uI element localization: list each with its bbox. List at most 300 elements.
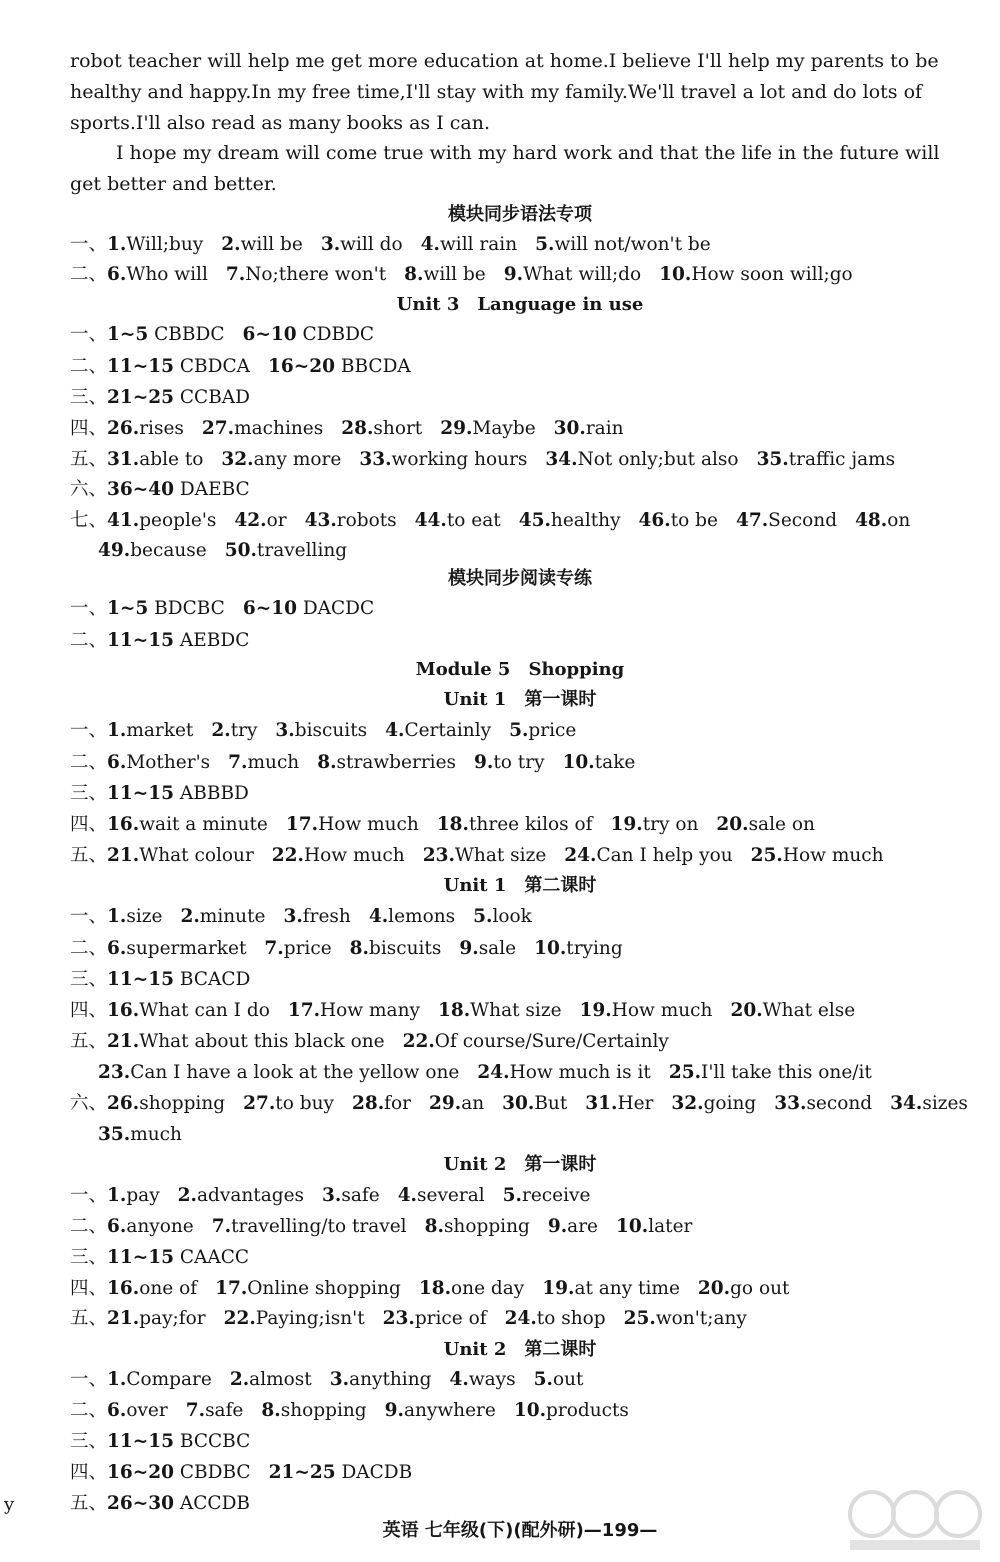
answer-item xyxy=(186,1400,244,1421)
answer-item xyxy=(215,1278,401,1299)
answer-number: 6. xyxy=(107,264,127,285)
answer-row xyxy=(70,628,990,654)
answer-number: 23. xyxy=(382,1308,415,1329)
answer-number: 28. xyxy=(351,1093,385,1114)
answer-row xyxy=(70,262,990,288)
answer-text: travelling/to travel xyxy=(231,1216,407,1237)
answer-text: at any time xyxy=(574,1278,680,1299)
answer-text: price xyxy=(528,720,577,741)
answer-text: price xyxy=(283,938,332,959)
section-heading: 模块同步阅读专练 xyxy=(448,568,592,589)
row-prefix: 一、 xyxy=(70,1185,108,1206)
answer-text: will be xyxy=(423,264,486,285)
answer-number: 21. xyxy=(107,1031,140,1052)
answer-text: Not only;but also xyxy=(577,449,739,470)
answer-item xyxy=(473,906,532,927)
answer-item xyxy=(611,814,699,835)
row-prefix: 二、 xyxy=(70,752,108,773)
answer-number: 21. xyxy=(107,1308,140,1329)
answer-number: 50. xyxy=(224,540,257,561)
row-prefix: 五、 xyxy=(70,449,108,470)
answer-item xyxy=(350,938,442,959)
row-prefix: 六、 xyxy=(70,479,108,500)
answer-text: price of xyxy=(414,1308,487,1329)
answer-row xyxy=(70,998,990,1024)
answer-text: will do xyxy=(340,234,403,255)
answer-number: 33. xyxy=(359,449,392,470)
answer-item xyxy=(212,1216,407,1237)
answer-item xyxy=(107,1400,168,1421)
answer-number: 3. xyxy=(329,1369,350,1390)
answer-text: Maybe xyxy=(472,418,536,439)
answer-number: 18. xyxy=(418,1278,452,1299)
answer-text: DAEBC xyxy=(174,479,250,500)
answer-number: 4. xyxy=(449,1369,469,1390)
answer-number: 17. xyxy=(287,1000,321,1021)
answer-item xyxy=(221,234,303,255)
answer-number: 34. xyxy=(545,449,578,470)
answer-item xyxy=(321,234,403,255)
answer-item xyxy=(107,1216,194,1237)
answer-item xyxy=(269,1462,413,1483)
answer-number: 20. xyxy=(730,1000,763,1021)
answer-number: 1~5 xyxy=(107,324,149,345)
row-prefix: 四、 xyxy=(70,814,108,835)
answer-number: 46. xyxy=(638,510,671,531)
answer-text: CCBAD xyxy=(174,387,250,408)
answer-number: 5. xyxy=(473,906,493,927)
answer-text: over xyxy=(126,1400,168,1421)
answer-text: advantages xyxy=(197,1185,305,1206)
answer-item xyxy=(107,938,246,959)
answer-row xyxy=(70,232,990,258)
answer-number: 2. xyxy=(229,1369,250,1390)
answer-text: How much xyxy=(611,1000,713,1021)
answer-item xyxy=(429,1093,484,1114)
answer-text: shopping xyxy=(280,1400,367,1421)
answer-item xyxy=(580,1000,713,1021)
answer-item xyxy=(107,845,254,866)
answer-text: second xyxy=(806,1093,873,1114)
row-prefix: 一、 xyxy=(70,1369,108,1390)
answer-text: because xyxy=(130,540,207,561)
answer-item xyxy=(425,1216,530,1237)
answer-text: sale xyxy=(478,938,517,959)
answer-item xyxy=(341,418,422,439)
answer-number: 8. xyxy=(349,938,369,959)
answer-text: lemons xyxy=(388,906,456,927)
answer-item xyxy=(107,324,224,345)
answer-text: people's xyxy=(139,510,217,531)
page-footer: 英语 七年级(下)(配外研)—199— xyxy=(382,1520,658,1541)
answer-text: to shop xyxy=(536,1308,606,1329)
section-heading: 模块同步语法专项 xyxy=(448,204,592,225)
answer-item xyxy=(98,1124,182,1145)
answer-text: Can I have a look at the yellow one xyxy=(130,1062,460,1083)
answer-number: 16. xyxy=(107,814,140,835)
answer-text: rain xyxy=(585,418,624,439)
answer-item xyxy=(107,1185,160,1206)
answer-item xyxy=(671,1093,756,1114)
answer-item xyxy=(107,510,216,531)
answer-number: 9. xyxy=(547,1216,568,1237)
answer-row xyxy=(70,1306,990,1332)
answer-text: much xyxy=(130,1124,182,1145)
answer-text: shopping xyxy=(139,1093,226,1114)
answer-item xyxy=(404,264,486,285)
answer-text: sale on xyxy=(748,814,815,835)
answer-text: What can I do xyxy=(139,1000,270,1021)
answer-text: BCCBC xyxy=(174,1431,251,1452)
answer-text: to try xyxy=(493,752,545,773)
answer-text: How many xyxy=(320,1000,420,1021)
row-prefix: 四、 xyxy=(70,1462,108,1483)
row-prefix: 五、 xyxy=(70,1308,108,1329)
answer-item xyxy=(449,1369,515,1390)
answer-row xyxy=(70,1183,990,1209)
answer-text: pay xyxy=(126,1185,160,1206)
row-prefix: 四、 xyxy=(70,418,108,439)
answer-number: 26. xyxy=(107,418,140,439)
answer-item xyxy=(107,356,250,377)
answer-row xyxy=(70,1276,990,1302)
answer-number: 10. xyxy=(513,1400,547,1421)
answer-number: 7. xyxy=(185,1400,206,1421)
margin-mark: y xyxy=(4,1494,15,1515)
answer-number: 6. xyxy=(107,1400,127,1421)
answer-number: 16. xyxy=(107,1000,140,1021)
answer-row xyxy=(70,1214,990,1240)
answer-text: rises xyxy=(139,418,184,439)
answer-item xyxy=(502,1093,567,1114)
answer-number: 3. xyxy=(322,1185,342,1206)
answer-number: 1. xyxy=(107,234,127,255)
answer-number: 3. xyxy=(283,906,303,927)
answer-item xyxy=(855,510,910,531)
answer-number: 31. xyxy=(585,1093,618,1114)
answer-number: 9. xyxy=(503,264,524,285)
answer-number: 1. xyxy=(107,720,127,741)
answer-text: to buy xyxy=(275,1093,334,1114)
answer-number: 23. xyxy=(98,1062,131,1083)
answer-row xyxy=(98,1122,1000,1148)
answer-text: Of course/Sure/Certainly xyxy=(434,1031,669,1052)
section-heading: Module 5 Shopping xyxy=(415,659,625,680)
answer-number: 10. xyxy=(659,264,692,285)
answer-text: working hours xyxy=(391,449,528,470)
row-prefix: 一、 xyxy=(70,234,108,255)
answer-text: pay;for xyxy=(139,1308,206,1329)
answer-text: CBDCA xyxy=(174,356,250,377)
answer-item xyxy=(459,938,516,959)
answer-text: later xyxy=(648,1216,693,1237)
answer-number: 19. xyxy=(579,1000,612,1021)
answer-item xyxy=(542,1278,680,1299)
answer-number: 7. xyxy=(225,264,246,285)
answer-row xyxy=(70,1091,990,1117)
answer-number: 24. xyxy=(564,845,597,866)
answer-item xyxy=(107,264,208,285)
answer-item xyxy=(243,598,374,619)
answer-row xyxy=(70,1029,990,1055)
answer-row xyxy=(70,385,990,411)
answer-text: look xyxy=(492,906,532,927)
answer-item xyxy=(243,1093,334,1114)
answer-text: going xyxy=(703,1093,757,1114)
answer-item xyxy=(534,938,623,959)
answer-number: 48. xyxy=(855,510,888,531)
answer-text: anywhere xyxy=(403,1400,496,1421)
answer-number: 3. xyxy=(320,234,341,255)
answer-row xyxy=(70,1398,990,1424)
answer-number: 16~20 xyxy=(107,1462,175,1483)
answer-text: almost xyxy=(249,1369,312,1390)
answer-item xyxy=(419,1278,524,1299)
answer-text: shopping xyxy=(443,1216,530,1237)
answer-number: 20. xyxy=(716,814,749,835)
row-prefix: 三、 xyxy=(70,1431,108,1452)
answer-item xyxy=(242,324,374,345)
answer-item xyxy=(286,814,419,835)
row-prefix: 三、 xyxy=(70,1247,108,1268)
answer-text: safe xyxy=(205,1400,244,1421)
answer-text: wait a minute xyxy=(139,814,268,835)
row-prefix: 五、 xyxy=(70,845,108,866)
answer-item xyxy=(563,752,636,773)
answer-text: Her xyxy=(617,1093,654,1114)
answer-row xyxy=(70,1245,990,1271)
answer-row xyxy=(70,781,990,807)
answer-text: market xyxy=(126,720,194,741)
answer-text: minute xyxy=(199,906,266,927)
answer-number: 27. xyxy=(243,1093,276,1114)
answer-row xyxy=(70,354,990,380)
answer-text: What colour xyxy=(139,845,254,866)
answer-number: 5. xyxy=(533,1369,553,1390)
answer-number: 32. xyxy=(671,1093,704,1114)
answer-text: DACDC xyxy=(296,598,375,619)
answer-item xyxy=(514,1400,629,1421)
answer-text: Mother's xyxy=(126,752,211,773)
answer-number: 20. xyxy=(697,1278,731,1299)
row-prefix: 五、 xyxy=(70,1031,108,1052)
answer-number: 6. xyxy=(107,752,127,773)
answer-item xyxy=(107,1247,249,1268)
answer-text: anyone xyxy=(126,1216,194,1237)
row-prefix: 二、 xyxy=(70,1400,108,1421)
row-prefix: 四、 xyxy=(70,1000,108,1021)
answer-text: What will;do xyxy=(523,264,642,285)
section-heading: Unit 1 第二课时 xyxy=(443,875,597,896)
answer-number: 30. xyxy=(502,1093,535,1114)
answer-row xyxy=(70,1367,990,1393)
answer-item xyxy=(474,752,545,773)
answer-row xyxy=(70,750,990,776)
answer-item xyxy=(509,720,576,741)
answer-item xyxy=(330,1369,432,1390)
answer-row xyxy=(70,447,990,473)
answer-number: 29. xyxy=(429,1093,462,1114)
answer-text: traffic jams xyxy=(788,449,896,470)
answer-number: 31. xyxy=(107,449,140,470)
answer-text: Second xyxy=(768,510,838,531)
answer-item xyxy=(504,264,641,285)
row-prefix: 三、 xyxy=(70,783,108,804)
answer-number: 2. xyxy=(221,234,241,255)
answer-text: CAACC xyxy=(174,1247,250,1268)
answer-text: able to xyxy=(139,449,204,470)
answer-item xyxy=(107,449,203,470)
answer-item xyxy=(415,510,501,531)
answer-item xyxy=(438,1000,562,1021)
answer-text: How much xyxy=(782,845,884,866)
answer-text: Compare xyxy=(126,1369,212,1390)
answer-text: CDBDC xyxy=(296,324,375,345)
answer-item xyxy=(477,1062,650,1083)
answer-item xyxy=(261,1400,366,1421)
answer-text: strawberries xyxy=(336,752,457,773)
answer-number: 7. xyxy=(211,1216,232,1237)
answer-text: short xyxy=(373,418,423,439)
answer-text: Online shopping xyxy=(247,1278,401,1299)
row-prefix: 一、 xyxy=(70,720,108,741)
answer-text: I'll take this one/it xyxy=(701,1062,872,1083)
answer-text: one of xyxy=(139,1278,198,1299)
answer-number: 5. xyxy=(535,234,555,255)
answer-number: 5. xyxy=(502,1185,522,1206)
answer-item xyxy=(398,1185,485,1206)
answer-item xyxy=(283,906,350,927)
answer-text: to eat xyxy=(446,510,501,531)
answer-item xyxy=(264,938,331,959)
answer-item xyxy=(669,1062,872,1083)
answer-number: 6. xyxy=(107,1216,127,1237)
answer-text: How much xyxy=(318,814,419,835)
answer-item xyxy=(107,418,184,439)
answer-item xyxy=(107,814,268,835)
answer-row xyxy=(70,1429,990,1455)
answer-item xyxy=(107,1493,250,1514)
answer-number: 21~25 xyxy=(268,1462,336,1483)
answer-item xyxy=(352,1093,411,1114)
answer-text: or xyxy=(266,510,287,531)
answer-number: 35. xyxy=(756,449,789,470)
answer-row xyxy=(70,477,990,503)
answer-number: 1~5 xyxy=(107,598,149,619)
answer-item xyxy=(107,969,250,990)
answer-number: 11~15 xyxy=(107,1431,175,1452)
answer-item xyxy=(107,783,249,804)
answer-item xyxy=(268,356,411,377)
answer-text: ABBBD xyxy=(174,783,249,804)
answer-text: travelling xyxy=(256,540,348,561)
answer-text: DACDB xyxy=(335,1462,413,1483)
answer-number: 25. xyxy=(623,1308,656,1329)
row-prefix: 二、 xyxy=(70,356,108,377)
answer-number: 26~30 xyxy=(107,1493,175,1514)
answer-item xyxy=(545,449,738,470)
row-prefix: 一、 xyxy=(70,324,108,345)
answer-text: are xyxy=(567,1216,598,1237)
answer-number: 25. xyxy=(668,1062,702,1083)
row-prefix: 一、 xyxy=(70,906,108,927)
answer-item xyxy=(107,1369,212,1390)
answer-text: machines xyxy=(234,418,324,439)
answer-number: 8. xyxy=(317,752,337,773)
answer-text: But xyxy=(534,1093,568,1114)
answer-text: out xyxy=(552,1369,584,1390)
answer-text: will not/won't be xyxy=(554,234,711,255)
intro-paragraph-1: robot teacher will help me get more education at home.I believe I'll help my parents to be healthy and happy.In my free time,I'll stay with my family.We'll travel a lot and do lots of sports.I'll also read as many books as I can. xyxy=(70,50,939,134)
answer-item xyxy=(107,1278,197,1299)
answer-item xyxy=(322,1185,380,1206)
section-heading: Unit 1 第一课时 xyxy=(443,689,597,710)
answer-item xyxy=(698,1278,790,1299)
answer-item xyxy=(403,1031,669,1052)
answer-number: 42. xyxy=(234,510,267,531)
row-prefix: 五、 xyxy=(70,1493,108,1514)
row-prefix: 三、 xyxy=(70,387,108,408)
answer-text: ways xyxy=(468,1369,516,1390)
answer-number: 6~10 xyxy=(242,324,297,345)
answer-text: much xyxy=(247,752,300,773)
answer-number: 33. xyxy=(774,1093,807,1114)
answer-row xyxy=(70,967,990,993)
answer-number: 7. xyxy=(264,938,284,959)
answer-item xyxy=(107,234,203,255)
answer-number: 1. xyxy=(107,1369,127,1390)
answer-item xyxy=(107,598,225,619)
answer-item xyxy=(225,540,347,561)
answer-number: 28. xyxy=(341,418,374,439)
answer-item xyxy=(178,1185,304,1206)
answer-item xyxy=(107,1308,206,1329)
answer-item xyxy=(230,1369,312,1390)
answer-number: 32. xyxy=(221,449,254,470)
answer-row xyxy=(98,1060,1000,1086)
answer-number: 18. xyxy=(437,1000,471,1021)
section-heading: Unit 2 第一课时 xyxy=(443,1154,597,1175)
answer-item xyxy=(272,845,405,866)
answer-item xyxy=(757,449,896,470)
answer-text: No;there won't xyxy=(245,264,387,285)
answer-number: 3. xyxy=(275,720,295,741)
answer-text: safe xyxy=(341,1185,380,1206)
answer-item xyxy=(107,1431,250,1452)
answer-text: healthy xyxy=(550,510,621,531)
answer-text: one day xyxy=(451,1278,525,1299)
answer-number: 5. xyxy=(509,720,529,741)
answer-text: biscuits xyxy=(368,938,442,959)
answer-number: 11~15 xyxy=(107,783,175,804)
answer-number: 9. xyxy=(459,938,479,959)
answer-number: 30. xyxy=(553,418,586,439)
answer-text: biscuits xyxy=(294,720,368,741)
answer-item xyxy=(305,510,397,531)
answer-text: trying xyxy=(566,938,623,959)
answer-number: 10. xyxy=(616,1216,649,1237)
answer-number: 35. xyxy=(98,1124,131,1145)
answer-number: 17. xyxy=(215,1278,248,1299)
answer-number: 9. xyxy=(474,752,494,773)
row-prefix: 三、 xyxy=(70,969,108,990)
answer-item xyxy=(98,1062,459,1083)
answer-number: 34. xyxy=(890,1093,923,1114)
answer-number: 2. xyxy=(211,720,231,741)
answer-number: 44. xyxy=(414,510,447,531)
answer-text: three kilos of xyxy=(469,814,593,835)
answer-number: 41. xyxy=(107,510,140,531)
